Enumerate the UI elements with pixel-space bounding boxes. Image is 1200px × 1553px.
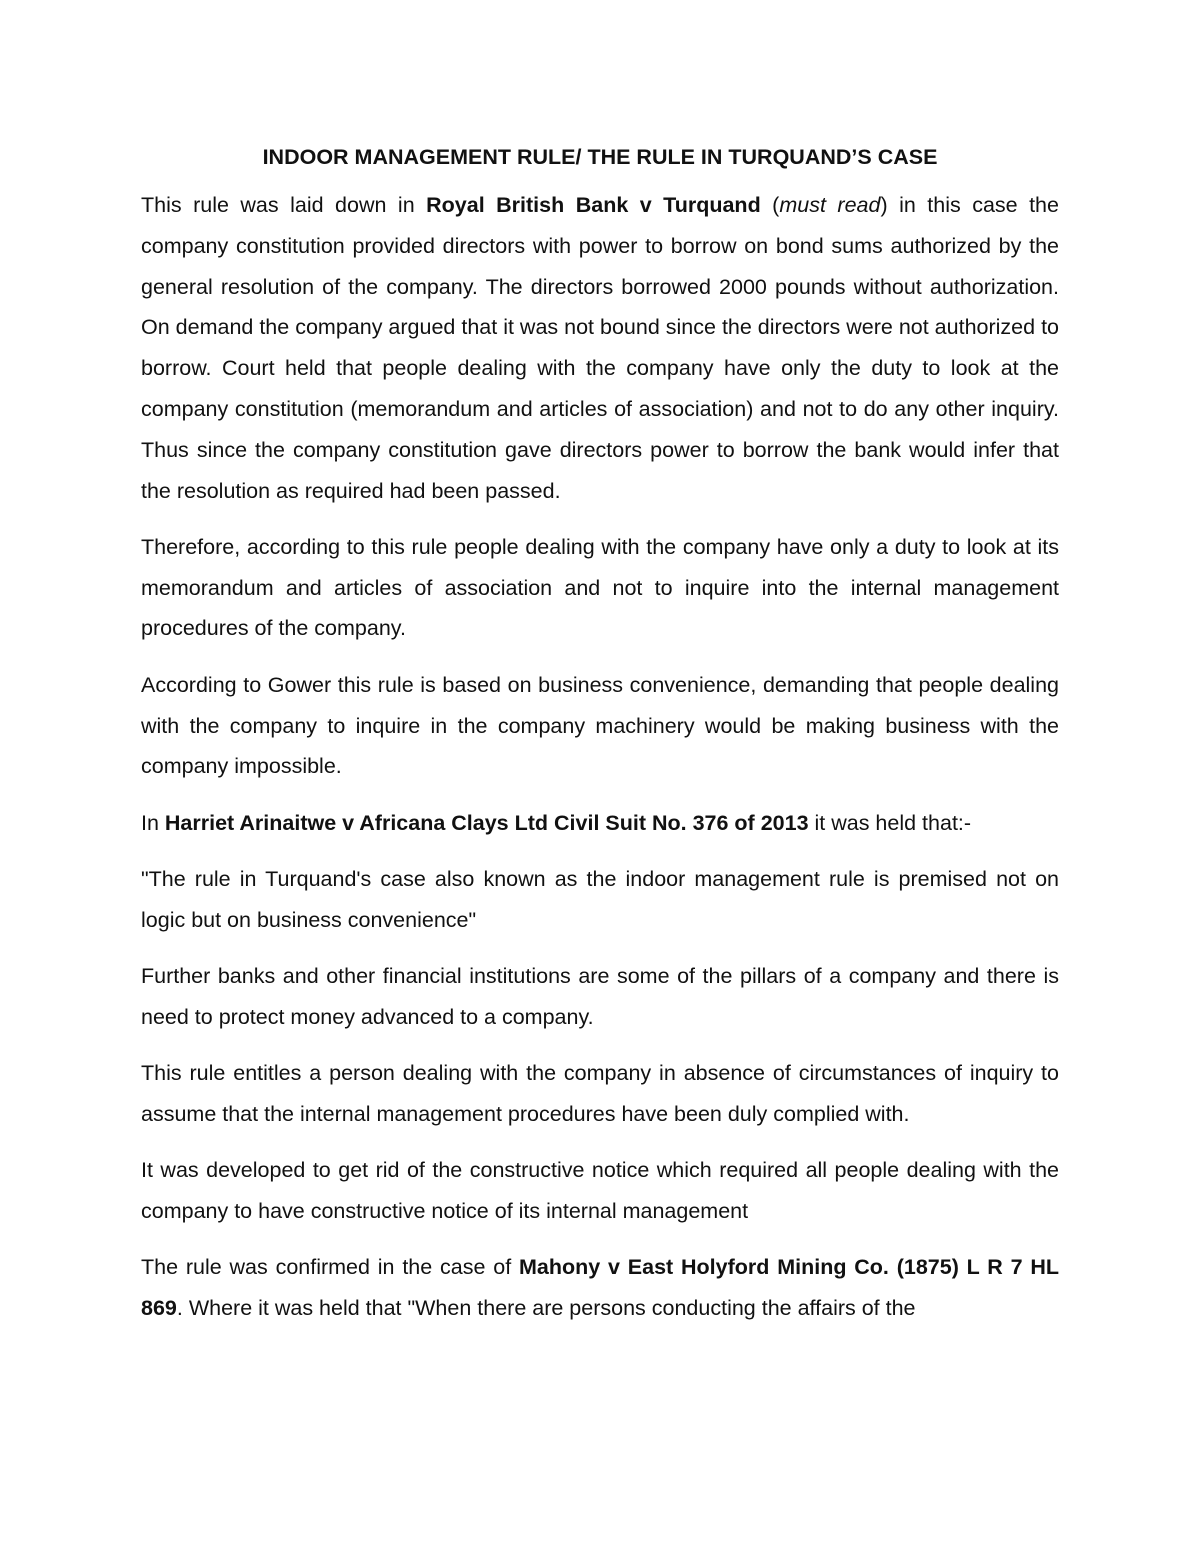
paragraph-constructive-notice: It was developed to get rid of the constructive notice which required all people dealing with the company to have constructive notice of its internal management: [141, 1158, 1059, 1224]
text: ) in this case the company constitution provided directors with power to borrow on bond sums authorized by the general resolution of the company. The directors borrowed 2000 pounds without authorization. On demand the company argued that it was not bound since the directors were not authorized to borrow. Court held that people dealing with the company have only the duty to look at the company constitution (memorandum and articles of association) and not to do any other inquiry. Thus since the company constitution gave directors power to borrow the bank would infer that the resolution as required had been passed.: [141, 193, 1059, 503]
case-name-harriet-arinaitwe: Harriet Arinaitwe v Africana Clays Ltd Civil Suit No. 376 of 2013: [164, 810, 809, 835]
document-title: INDOOR MANAGEMENT RULE/ THE RULE IN TURQUAND’S CASE: [262, 145, 938, 169]
paragraph-mahony-case: [141, 1247, 1059, 1329]
paragraph-entitles: This rule entitles a person dealing with the company in absence of circumstances of inquiry to assume that the internal management procedures have been duly complied with.: [141, 1061, 1059, 1126]
paragraph-quote: "The rule in Turquand's case also known as the indoor management rule is premised not on logic but on business convenience": [141, 866, 1059, 932]
paragraph-harriet-case: [141, 803, 1059, 844]
text: The rule was confirmed in the case of: [141, 1255, 519, 1280]
text: it was held that:-: [808, 810, 972, 835]
text: . Where it was held that "When there are persons conducting the affairs of the: [176, 1296, 916, 1321]
case-name-mahony: Mahony v East Holyford Mining Co. (1875) L R 7 HL 869: [141, 1255, 1059, 1321]
paragraph-turquand-case: [141, 185, 1059, 511]
case-name-royal-british-bank: Royal British Bank v Turquand: [426, 193, 761, 217]
note-must-read: must read: [779, 193, 881, 217]
document-body: [141, 140, 1059, 1344]
paragraph-gower: According to Gower this rule is based on business convenience, demanding that people dealing with the company to inquire in the company machinery would be making business with the company impossible.: [141, 672, 1059, 779]
text: This rule was laid down in: [141, 193, 427, 217]
paragraph-therefore: Therefore, according to this rule people dealing with the company have only a duty to look at its memorandum and articles of association and not to inquire into the internal management procedures of the company.: [141, 534, 1059, 641]
text: In: [141, 810, 165, 835]
text: (: [760, 193, 780, 217]
paragraph-banks: Further banks and other financial institutions are some of the pillars of a company and there is need to protect money advanced to a company.: [141, 964, 1059, 1029]
